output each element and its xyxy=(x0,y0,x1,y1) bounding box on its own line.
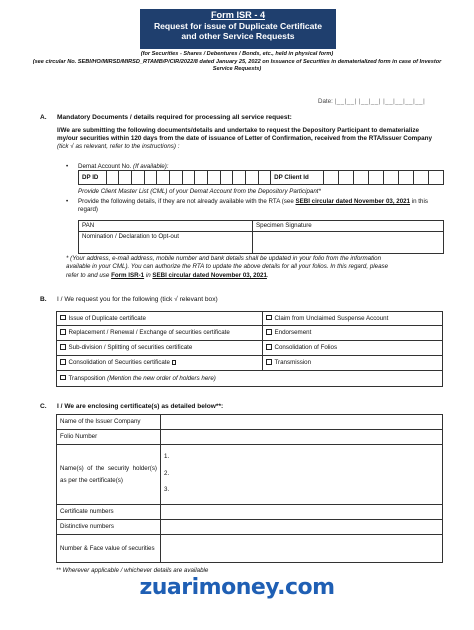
dp-id-box[interactable] xyxy=(131,171,144,185)
dp-id-box[interactable] xyxy=(144,171,157,185)
circular-reference: (see circular No. SEBI/HO/MIRSD/MIRSD_RTAMB/P/CIR/2022/8 dated January 25, 2022 on Issuance of Securities in dematerialized form in case of Investor Service Requests) xyxy=(32,59,442,73)
form-subtitle: (for Securities - Shares / Debentures / Bonds, etc., held in physical form) xyxy=(140,51,334,57)
checkbox[interactable] xyxy=(60,375,66,381)
form-title-box xyxy=(140,9,336,49)
option-consolidation-folios[interactable]: Consolidation of Folios xyxy=(263,341,443,356)
zuarimoney-logo: zuarimoney.com xyxy=(139,575,335,600)
dp-client-id-label: DP Client Id xyxy=(271,171,324,185)
option-replacement[interactable]: Replacement / Renewal / Exchange of securities certificate xyxy=(57,326,263,341)
form-title-line2: Request for issue of Duplicate Certificate xyxy=(153,20,323,31)
checkbox[interactable] xyxy=(266,359,272,365)
checkbox[interactable] xyxy=(172,360,177,365)
dp-id-box[interactable] xyxy=(157,171,170,185)
checkbox[interactable] xyxy=(266,329,272,335)
holder-2: 2. xyxy=(164,469,170,477)
holder-names-field[interactable] xyxy=(161,445,443,505)
dp-id-label: DP ID xyxy=(79,171,107,185)
option-sub-division[interactable]: Sub-division / Splitting of securities certificate xyxy=(57,341,263,356)
rta-details-table xyxy=(78,220,444,254)
auto-update-note: * (Your address, e-mail address, mobile number and bank details shall be updated in your folio from the information available in your CML). You can authorize the RTA to update the above details for all your folios. In this regard, please refer to and use Form ISR-1 in SEBI circular dated November 03, 2021. xyxy=(66,255,389,279)
section-c-title: I / We are enclosing certificate(s) as detailed below**: xyxy=(57,403,224,410)
demat-account-label: Demat Account No. (If available): xyxy=(78,163,169,170)
client-id-box[interactable] xyxy=(354,171,369,185)
checkbox[interactable] xyxy=(266,315,272,321)
date-field[interactable] xyxy=(318,98,425,106)
folio-number-field[interactable] xyxy=(161,430,443,445)
section-a-undertaking: I/We are submitting the following documents/details and undertake to request the Depository Participant to dematerialize my/our securities within 120 days from the date of issuance of Letter of Confirmation, received from the RTA/Issuer Company (tick √ as relevant, refer to the instructions) : xyxy=(57,127,432,151)
date-label: Date: xyxy=(318,98,333,105)
option-consolidation-certificate[interactable]: Consolidation of Securities certificate xyxy=(57,356,263,371)
issuer-company-label: Name of the Issuer Company xyxy=(57,415,161,430)
certificate-details-table xyxy=(56,414,443,563)
folio-number-label: Folio Number xyxy=(57,430,161,445)
checkbox[interactable] xyxy=(60,359,66,365)
service-request-table xyxy=(56,311,443,387)
section-b-title: I / We request you for the following (tick √ relevant box) xyxy=(57,296,218,303)
holder-3: 3. xyxy=(164,486,170,494)
dp-id-box[interactable] xyxy=(119,171,132,185)
form-title-line3: and other Service Requests xyxy=(181,31,295,41)
nomination-label: Nomination / Declaration to Opt-out xyxy=(79,231,253,253)
checkbox[interactable] xyxy=(266,344,272,350)
option-transmission[interactable]: Transmission xyxy=(263,356,443,371)
client-id-box[interactable] xyxy=(383,171,398,185)
footnote: ** Wherever applicable / whichever details are available xyxy=(56,567,209,574)
option-endorsement[interactable]: Endorsement xyxy=(263,326,443,341)
section-c-letter: C. xyxy=(40,403,47,410)
checkbox[interactable] xyxy=(60,315,66,321)
dp-id-box[interactable] xyxy=(169,171,182,185)
dp-id-box[interactable] xyxy=(245,171,258,185)
pan-label: PAN xyxy=(79,221,253,232)
dp-id-box[interactable] xyxy=(195,171,208,185)
checkbox[interactable] xyxy=(60,329,66,335)
face-value-label: Number & Face value of securities xyxy=(57,535,161,563)
signature-box[interactable] xyxy=(253,231,444,253)
client-id-box[interactable] xyxy=(339,171,354,185)
certificate-numbers-field[interactable] xyxy=(161,505,443,520)
section-a-title: Mandatory Documents / details required for processing all service request: xyxy=(57,114,292,121)
cml-note: Provide Client Master List (CML) of your Demat Account from the Depository Participant* xyxy=(78,188,321,195)
client-id-box[interactable] xyxy=(428,171,443,185)
option-transposition[interactable]: Transposition (Mention the new order of holders here) xyxy=(57,371,443,387)
client-id-box[interactable] xyxy=(368,171,383,185)
holder-names-label: Name(s) of the security holder(s) as per the certificate(s) xyxy=(57,445,161,505)
option-duplicate-certificate[interactable]: Issue of Duplicate certificate xyxy=(57,312,263,326)
client-id-box[interactable] xyxy=(398,171,413,185)
bullet-dot: • xyxy=(66,198,69,205)
holder-1: 1. xyxy=(164,453,170,460)
face-value-field[interactable] xyxy=(161,535,443,563)
dp-id-box[interactable] xyxy=(207,171,220,185)
distinctive-numbers-label: Distinctive numbers xyxy=(57,520,161,535)
option-claim-unclaimed[interactable]: Claim from Unclaimed Suspense Account xyxy=(263,312,443,326)
date-boxes: |__|__| |__|__| |__|__|__|__| xyxy=(334,98,426,105)
rta-details-instruction: Provide the following details, if they are not already available with the RTA (see SEBI circular dated November 03, 2021 in this regard) xyxy=(78,198,428,214)
section-b-letter: B. xyxy=(40,296,47,303)
form-number: Form ISR - 4 xyxy=(210,10,266,20)
section-a-letter: A. xyxy=(40,114,47,121)
specimen-signature-label: Specimen Signature xyxy=(253,221,444,232)
dp-id-box[interactable] xyxy=(106,171,119,185)
issuer-company-field[interactable] xyxy=(161,415,443,430)
dp-id-box[interactable] xyxy=(220,171,233,185)
checkbox[interactable] xyxy=(60,344,66,350)
demat-account-table xyxy=(78,170,444,185)
certificate-numbers-label: Certificate numbers xyxy=(57,505,161,520)
dp-id-box[interactable] xyxy=(182,171,195,185)
client-id-box[interactable] xyxy=(413,171,428,185)
client-id-box[interactable] xyxy=(324,171,339,185)
dp-id-box[interactable] xyxy=(258,171,271,185)
distinctive-numbers-field[interactable] xyxy=(161,520,443,535)
bullet-dot: • xyxy=(66,163,69,170)
dp-id-box[interactable] xyxy=(233,171,246,185)
